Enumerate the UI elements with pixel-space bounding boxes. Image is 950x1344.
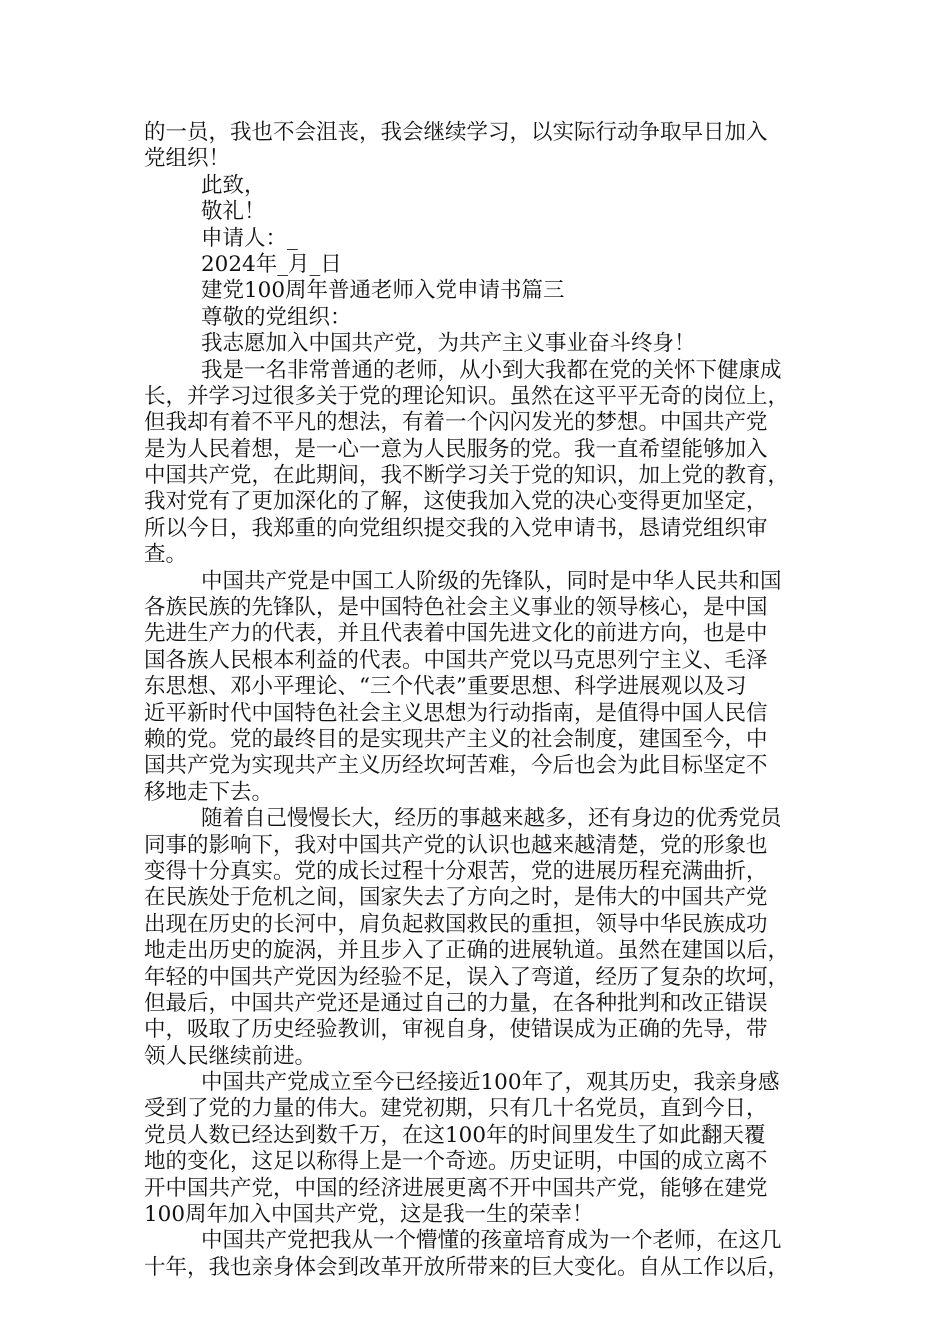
text-line: 同事的影响下，我对中国共产党的认识也越来越清楚，党的形象也 — [144, 832, 768, 858]
text-line: 中国共产党，在此期间，我不断学习关于党的知识，加上党的教育， — [144, 463, 790, 489]
text-line: 变得十分真实。党的成长过程十分艰苦，党的进展历程充满曲折， — [144, 858, 768, 884]
text-line: 各族民族的先锋队，是中国特色社会主义事业的领导核心，是中国 — [144, 595, 768, 621]
text-line: 我对党有了更加深化的了解，这使我加入党的决心变得更加坚定， — [144, 489, 768, 515]
text-line: 近平新时代中国特色社会主义思想为行动指南，是值得中国人民信 — [144, 700, 768, 726]
text-line: 十年，我也亲身体会到改革开放所带来的巨大变化。自从工作以后， — [144, 1254, 790, 1280]
text-line: 中国共产党是中国工人阶级的先锋队，同时是中华人民共和国 — [201, 568, 782, 594]
text-line: 敬礼！ — [201, 199, 266, 225]
text-line: 开中国共产党，中国的经济进展更离不开中国共产党，能够在建党 — [144, 1175, 768, 1201]
text-line: 出现在历史的长河中，肩负起救国救民的重担，领导中华民族成功 — [144, 911, 768, 937]
text-line: 领人民继续前进。 — [144, 1043, 317, 1069]
text-line: 先进生产力的代表，并且代表着中国先进文化的前进方向，也是中 — [144, 621, 768, 647]
text-line: 国共产党为实现共产主义历经坎坷苦难，今后也会为此目标坚定不 — [144, 753, 768, 779]
text-line: 2024年_月_日 — [201, 251, 342, 277]
text-line: 的一员，我也不会沮丧，我会继续学习，以实际行动争取早日加入 — [144, 120, 768, 145]
text-line: 所以今日，我郑重的向党组织提交我的入党申请书，恳请党组织审 — [144, 515, 768, 541]
text-line: 中国共产党成立至今已经接近100年了，观其历史，我亲身感 — [201, 1070, 780, 1096]
text-line: 申请人：_ — [201, 225, 298, 251]
text-line: 但最后，中国共产党还是通过自己的力量，在各种批判和改正错误 — [144, 990, 768, 1016]
text-line: 在民族处于危机之间，国家失去了方向之时，是伟大的中国共产党 — [144, 885, 768, 911]
text-line: 长，并学习过很多关于党的理论知识。虽然在这平平无奇的岗位上， — [144, 383, 790, 409]
text-line: 是为人民着想，是一心一意为人民服务的党。我一直希望能够加入 — [144, 436, 768, 462]
text-line: 随着自己慢慢长大，经历的事越来越多，还有身边的优秀党员 — [201, 806, 782, 832]
text-line: 但我却有着不平凡的想法，有着一个闪闪发光的梦想。中国共产党 — [144, 410, 768, 436]
text-line: 建党100周年普通老师入党申请书篇三 — [201, 278, 565, 304]
text-line: 移地走下去。 — [144, 779, 274, 805]
text-line: 东思想、邓小平理论、“三个代表”重要思想、科学进展观以及习 — [144, 674, 747, 700]
text-line: 地的变化，这足以称得上是一个奇迹。历史证明，中国的成立离不 — [144, 1149, 768, 1175]
text-line: 查。 — [144, 542, 188, 568]
text-line: 国各族人民根本利益的代表。中国共产党以马克思列宁主义、毛泽 — [144, 647, 768, 673]
text-line: 地走出历史的旋涡，并且步入了正确的进展轨道。虽然在建国以后， — [144, 938, 790, 964]
text-line: 我志愿加入中国共产党，为共产主义事业奋斗终身！ — [201, 331, 696, 357]
text-line: 中，吸取了历史经验教训，审视自身，使错误成为正确的先导，带 — [144, 1017, 768, 1043]
text-line: 此致， — [201, 172, 266, 198]
text-line: 赖的党。党的最终目的是实现共产主义的社会制度，建国至今，中 — [144, 726, 768, 752]
text-line: 100周年加入中国共产党，这是我一生的荣幸！ — [144, 1202, 594, 1228]
document-page — [144, 120, 824, 1281]
text-line: 中国共产党把我从一个懵懂的孩童培育成为一个老师，在这几 — [201, 1228, 782, 1254]
text-line: 党组织！ — [144, 146, 231, 172]
text-line: 党员人数已经达到数千万，在这100年的时间里发生了如此翻天覆 — [144, 1122, 766, 1148]
text-line: 年轻的中国共产党因为经验不足，误入了弯道，经历了复杂的坎坷， — [144, 964, 790, 990]
text-line: 受到了党的力量的伟大。建党初期，只有几十名党员，直到今日， — [144, 1096, 768, 1122]
text-line: 我是一名非常普通的老师，从小到大我都在党的关怀下健康成 — [201, 357, 782, 383]
text-line: 尊敬的党组织： — [201, 304, 352, 330]
